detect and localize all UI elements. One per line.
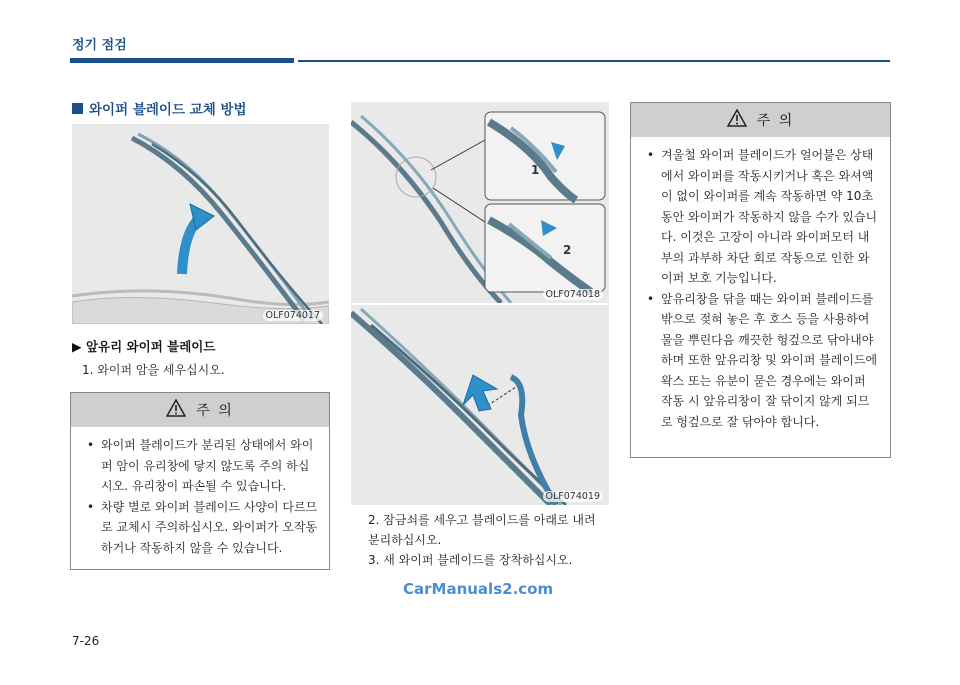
header-divider-thick [70, 58, 294, 63]
header-divider-thin [298, 60, 890, 62]
callout-2: 2 [563, 243, 572, 257]
caution-box-2 [630, 102, 891, 458]
figure-code: OLF074019 [543, 491, 604, 502]
page-number: 7-26 [72, 634, 100, 648]
step-1: 1. 와이퍼 암을 세우십시오. [82, 363, 225, 377]
caution-title: 주 의 [756, 113, 795, 129]
warning-triangle-icon [727, 109, 747, 131]
caution-item: • 와이퍼 블레이드가 분리된 상태에서 와이퍼 암이 유리창에 닿지 않도록 주의 하십시오. 유리창이 파손될 수 있습니다. [85, 435, 319, 497]
section-title-text: 와이퍼 블레이드 교체 방법 [89, 102, 247, 118]
caution-body [71, 427, 329, 566]
wiper-arm-illustration [72, 124, 329, 324]
caution-header [71, 393, 329, 427]
figure-code: OLF074018 [543, 289, 604, 300]
watermark-link[interactable]: CarManuals2.com [403, 580, 554, 598]
step-2: 2. 잠금쇠를 세우고 블레이드를 아래로 내려 분리하십시오. [368, 513, 596, 547]
callout-1: 1 [531, 163, 540, 177]
figure-blade-removal [351, 305, 609, 505]
caution-item: • 차량 별로 와이퍼 블레이드 사양이 다르므로 교체시 주의하십시오. 와이퍼가 오작동하거나 작동하지 않을 수 있습니다. [85, 497, 319, 559]
blade-removal-illustration [351, 305, 609, 505]
section-title [72, 98, 247, 118]
figure-code: OLF074017 [263, 310, 324, 321]
caution-item: • 앞유리창을 닦을 때는 와이퍼 블레이드를 밖으로 젖혀 놓은 후 호스 등을 사용하여 물을 뿌린다음 깨끗한 헝겊으로 닦아내야 하며 또한 앞유리창 및 와이퍼 블레이드에 왁스 또는 유분이 묻은 경우에는 와이퍼 작동 시 앞유리창이 잘 닦이지 않게 되므로 헝겊으로 잘 닦아야 합니다. [645, 289, 880, 433]
caution-box-1 [70, 392, 330, 570]
caution-body [631, 137, 890, 440]
warning-triangle-icon [166, 399, 186, 421]
caution-header [631, 103, 890, 137]
caution-item: • 겨울철 와이퍼 블레이드가 얼어붙은 상태에서 와이퍼를 작동시키거나 혹은 와셔액이 없이 와이퍼를 계속 작동하면 약 10초동안 와이퍼가 작동하지 않을 수가 있습니다. 이것은 고장이 아니라 와이퍼모터 내부의 과부하 차단 회로 작동으로 인한 와이퍼 보호 기능입니다. [645, 145, 880, 289]
figure-lock-clip-release [351, 102, 609, 303]
square-bullet-icon [72, 103, 83, 114]
header-title: 정기 점검 [72, 38, 127, 53]
figure-wiper-arm-raise [72, 124, 329, 324]
step-3: 3. 새 와이퍼 블레이드를 장착하십시오. [368, 553, 573, 567]
subheading-front-wiper: ▶ 앞유리 와이퍼 블레이드 [72, 339, 216, 354]
caution-title: 주 의 [196, 403, 234, 419]
lock-clip-illustration [351, 102, 609, 303]
